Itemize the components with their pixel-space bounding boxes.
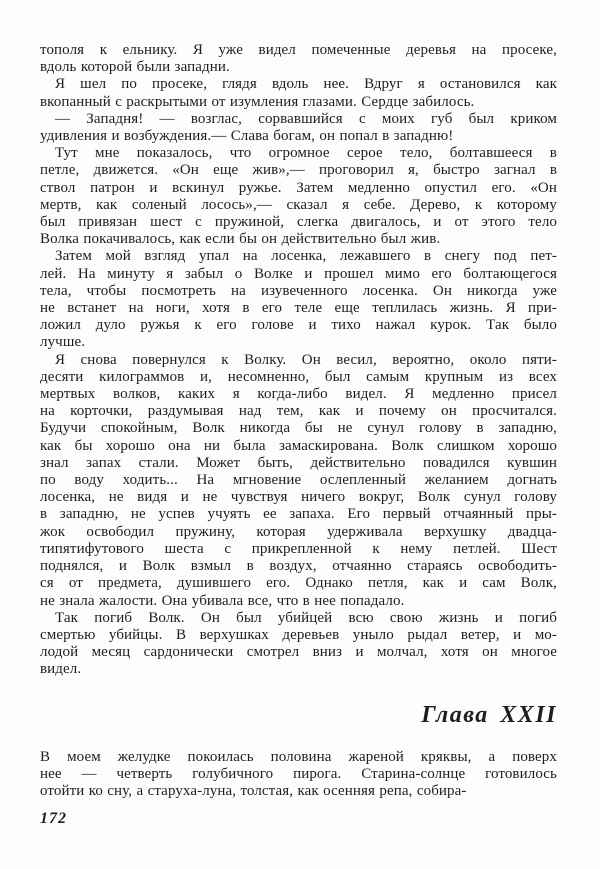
text-line: видел. (40, 661, 82, 678)
paragraph (40, 145, 557, 248)
text-line: — Западня! — возглас, сорвавшийся с моих губ был криком (55, 110, 557, 127)
text-line: жок освободил пружину, которая удерживала верхушку двадца- (40, 523, 557, 540)
text-line: лосенка, не видя и не чувствуя ничего вокруг, Волк сунул голову (40, 489, 557, 506)
text-line: ложил дуло ружья к его голове и тихо нажал курок. Так было (40, 317, 557, 334)
text-line: вдоль которой были западни. (40, 59, 230, 76)
text-line: лей. На минуту я забыл о Волке и прошел мимо его болтающегося (40, 265, 557, 282)
paragraph (40, 111, 557, 145)
text-line: отойти ко сну, а старуха-луна, толстая, как осенняя репа, собира- (40, 782, 467, 799)
text-line: Я снова повернулся к Волку. Он весил, вероятно, около пяти- (55, 351, 557, 368)
text-line: ствол патрон и вскинул ружье. Затем медленно опустил его. «Он (40, 179, 557, 196)
paragraph (40, 76, 557, 110)
paragraph (40, 352, 557, 610)
text-line: Так погиб Волк. Он был убийцей всю свою жизнь и погиб (55, 609, 557, 626)
text-block-chapter-start (40, 749, 557, 801)
text-block-main (40, 42, 557, 679)
text-line: на корточки, раздумывая над тем, как и почему он просчитался. (40, 403, 557, 420)
text-line: не знала жалости. Она убивала все, что в нее попадало. (40, 592, 405, 609)
paragraph (40, 610, 557, 679)
text-line: петле, движется. «Он еще жив»,— проговорил я, быстро загнал в (40, 162, 557, 179)
text-line: мертв, как соленый лосось»,— сказал я себе. Дерево, к которому (40, 196, 557, 213)
text-line: был привязан шест с пружиной, слегка двигалось, и от этого тело (40, 214, 557, 231)
text-line: лодой месяц сардонически смотрел вниз и молчал, хотя он многое (40, 644, 557, 661)
text-line: мертвых волков, каких я когда-либо видел. Я медленно присел (40, 386, 557, 403)
text-line: знал запах стали. Может быть, действительно повадился кувшин (40, 454, 557, 471)
text-line: ся от предмета, душившего его. Однако петля, как и сам Волк, (40, 575, 557, 592)
text-line: типятифутового шеста с прикрепленной к нему петлей. Шест (40, 540, 557, 557)
text-line: Затем мой взгляд упал на лосенка, лежавшего в снегу под пет- (55, 248, 557, 265)
text-line: тополя к ельнику. Я уже видел помеченные деревья на просеке, (40, 42, 557, 58)
text-line: смертью убийцы. В верхушках деревьев уныло рыдал ветер, и мо- (40, 626, 557, 643)
page-number: 172 (40, 810, 67, 828)
text-line: лучше. (40, 334, 86, 351)
paragraph (40, 749, 557, 801)
text-line: Будучи спокойным, Волк никогда бы не сунул голову в западню, (40, 420, 557, 437)
text-line: поднялся, и Волк взмыл в воздух, отчаянно стараясь освободить- (40, 558, 557, 575)
text-line: удивления и возбуждения.— Слава богам, он попал в западню! (40, 128, 454, 145)
text-line: нее — четверть голубичного пирога. Старина-солнце готовилось (40, 765, 557, 782)
text-line: в западню, не успев учуять ее запаха. Его первый отчаянный пры- (40, 506, 557, 523)
paragraph (40, 248, 557, 351)
text-line: как бы хорошо она ни была замаскирована. Волк слишком хорошо (40, 437, 557, 454)
text-line: по воду ходить... На мгновение ослепленный желанием догнать (40, 472, 557, 489)
text-line: не встанет на ноги, хотя в его теле еще теплилась жизнь. Я при- (40, 300, 557, 317)
text-line: Тут мне показалось, что огромное серое тело, болтавшееся в (55, 145, 557, 162)
text-line: Волка покачивалось, как если бы он действительно был жив. (40, 231, 441, 248)
text-line: десяти килограммов и, несомненно, был самым крупным из всех (40, 368, 557, 385)
text-line: Я шел по просеке, глядя вдоль нее. Вдруг я остановился как (55, 76, 557, 93)
paragraph (40, 42, 557, 76)
text-line: В моем желудке покоилась половина жареной кряквы, а поверх (40, 748, 557, 765)
text-line: вкопанный с раскрытыми от изумления глазами. Сердце забилось. (40, 93, 475, 110)
chapter-heading: Глава XXII (421, 701, 557, 728)
text-line: тела, чтобы посмотреть на изувеченного лосенка. Он никогда уже (40, 282, 557, 299)
